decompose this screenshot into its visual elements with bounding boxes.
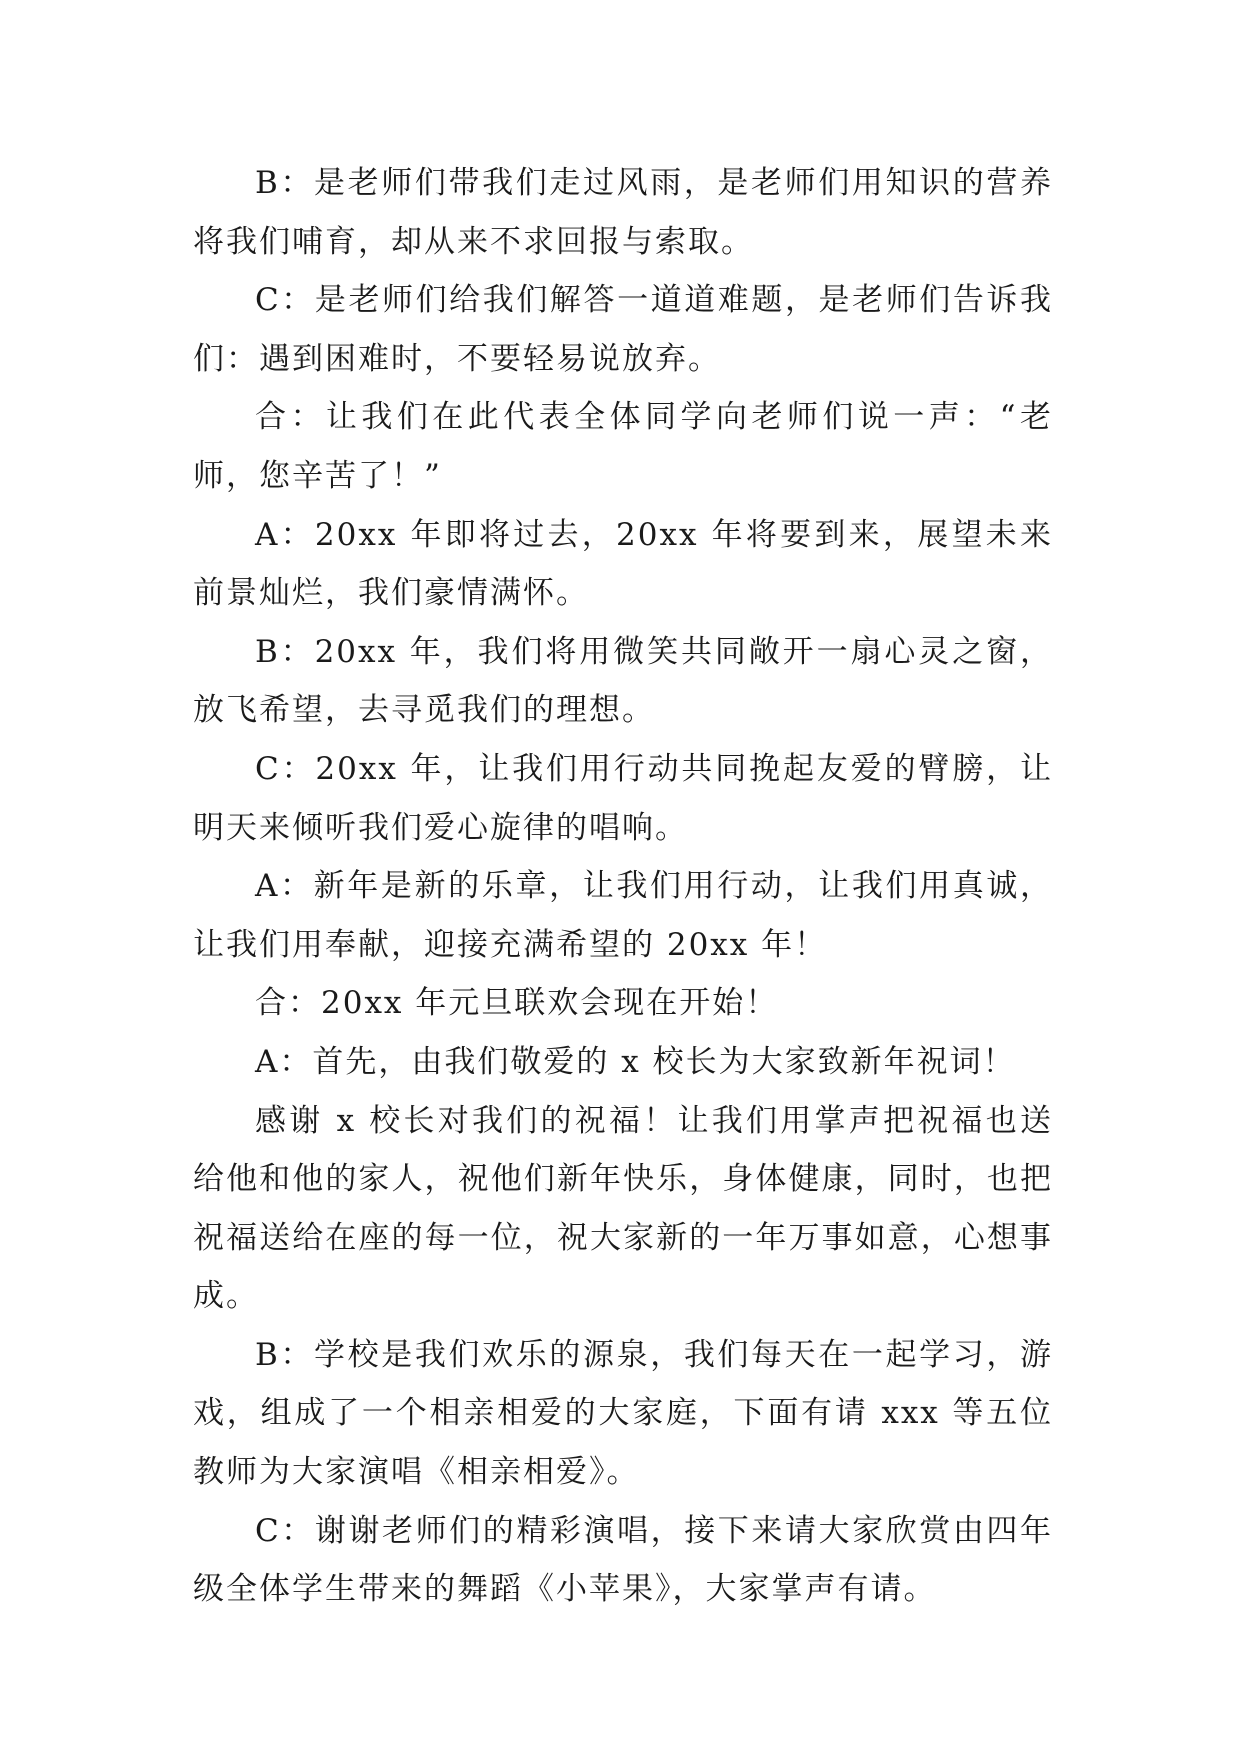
paragraph: A：首先，由我们敬爱的 x 校长为大家致新年祝词！ bbox=[255, 1043, 1016, 1080]
paragraph: B：20xx 年，我们将用微笑共同敞开一扇心灵之窗，放飞希望，去寻觅我们的理想。 bbox=[193, 633, 1053, 729]
paragraph: C：20xx 年，让我们用行动共同挽起友爱的臂膀，让明天来倾听我们爱心旋律的唱响。 bbox=[193, 750, 1053, 846]
paragraph: B：是老师们带我们走过风雨，是老师们用知识的营养将我们哺育，却从来不求回报与索取。 bbox=[193, 165, 1053, 260]
paragraph: 感谢 x 校长对我们的祝福！让我们用掌声把祝福也送给他和他的家人，祝他们新年快乐，身体健康，同时，也把祝福送给在座的每一位，祝大家新的一年万事如意，心想事成。 bbox=[193, 1102, 1053, 1315]
paragraph: A：新年是新的乐章，让我们用行动，让我们用真诚，让我们用奉献，迎接充满希望的 20xx 年！ bbox=[193, 868, 1053, 963]
paragraph: C：谢谢老师们的精彩演唱，接下来请大家欣赏由四年级全体学生带来的舞蹈《小苹果》，大家掌声有请。 bbox=[193, 1512, 1053, 1608]
paragraph: 合：20xx 年元旦联欢会现在开始！ bbox=[255, 985, 779, 1022]
paragraph: 合：让我们在此代表全体同学向老师们说一声：“老师，您辛苦了！” bbox=[193, 399, 1053, 494]
paragraph: B：学校是我们欢乐的源泉，我们每天在一起学习，游戏，组成了一个相亲相爱的大家庭，下面有请 xxx 等五位教师为大家演唱《相亲相爱》。 bbox=[193, 1336, 1053, 1491]
document-body bbox=[193, 154, 1053, 1619]
paragraph: C：是老师们给我们解答一道道难题，是老师们告诉我们：遇到困难时，不要轻易说放弃。 bbox=[193, 282, 1053, 377]
paragraph: A：20xx 年即将过去，20xx 年将要到来，展望未来前景灿烂，我们豪情满怀。 bbox=[193, 516, 1053, 612]
